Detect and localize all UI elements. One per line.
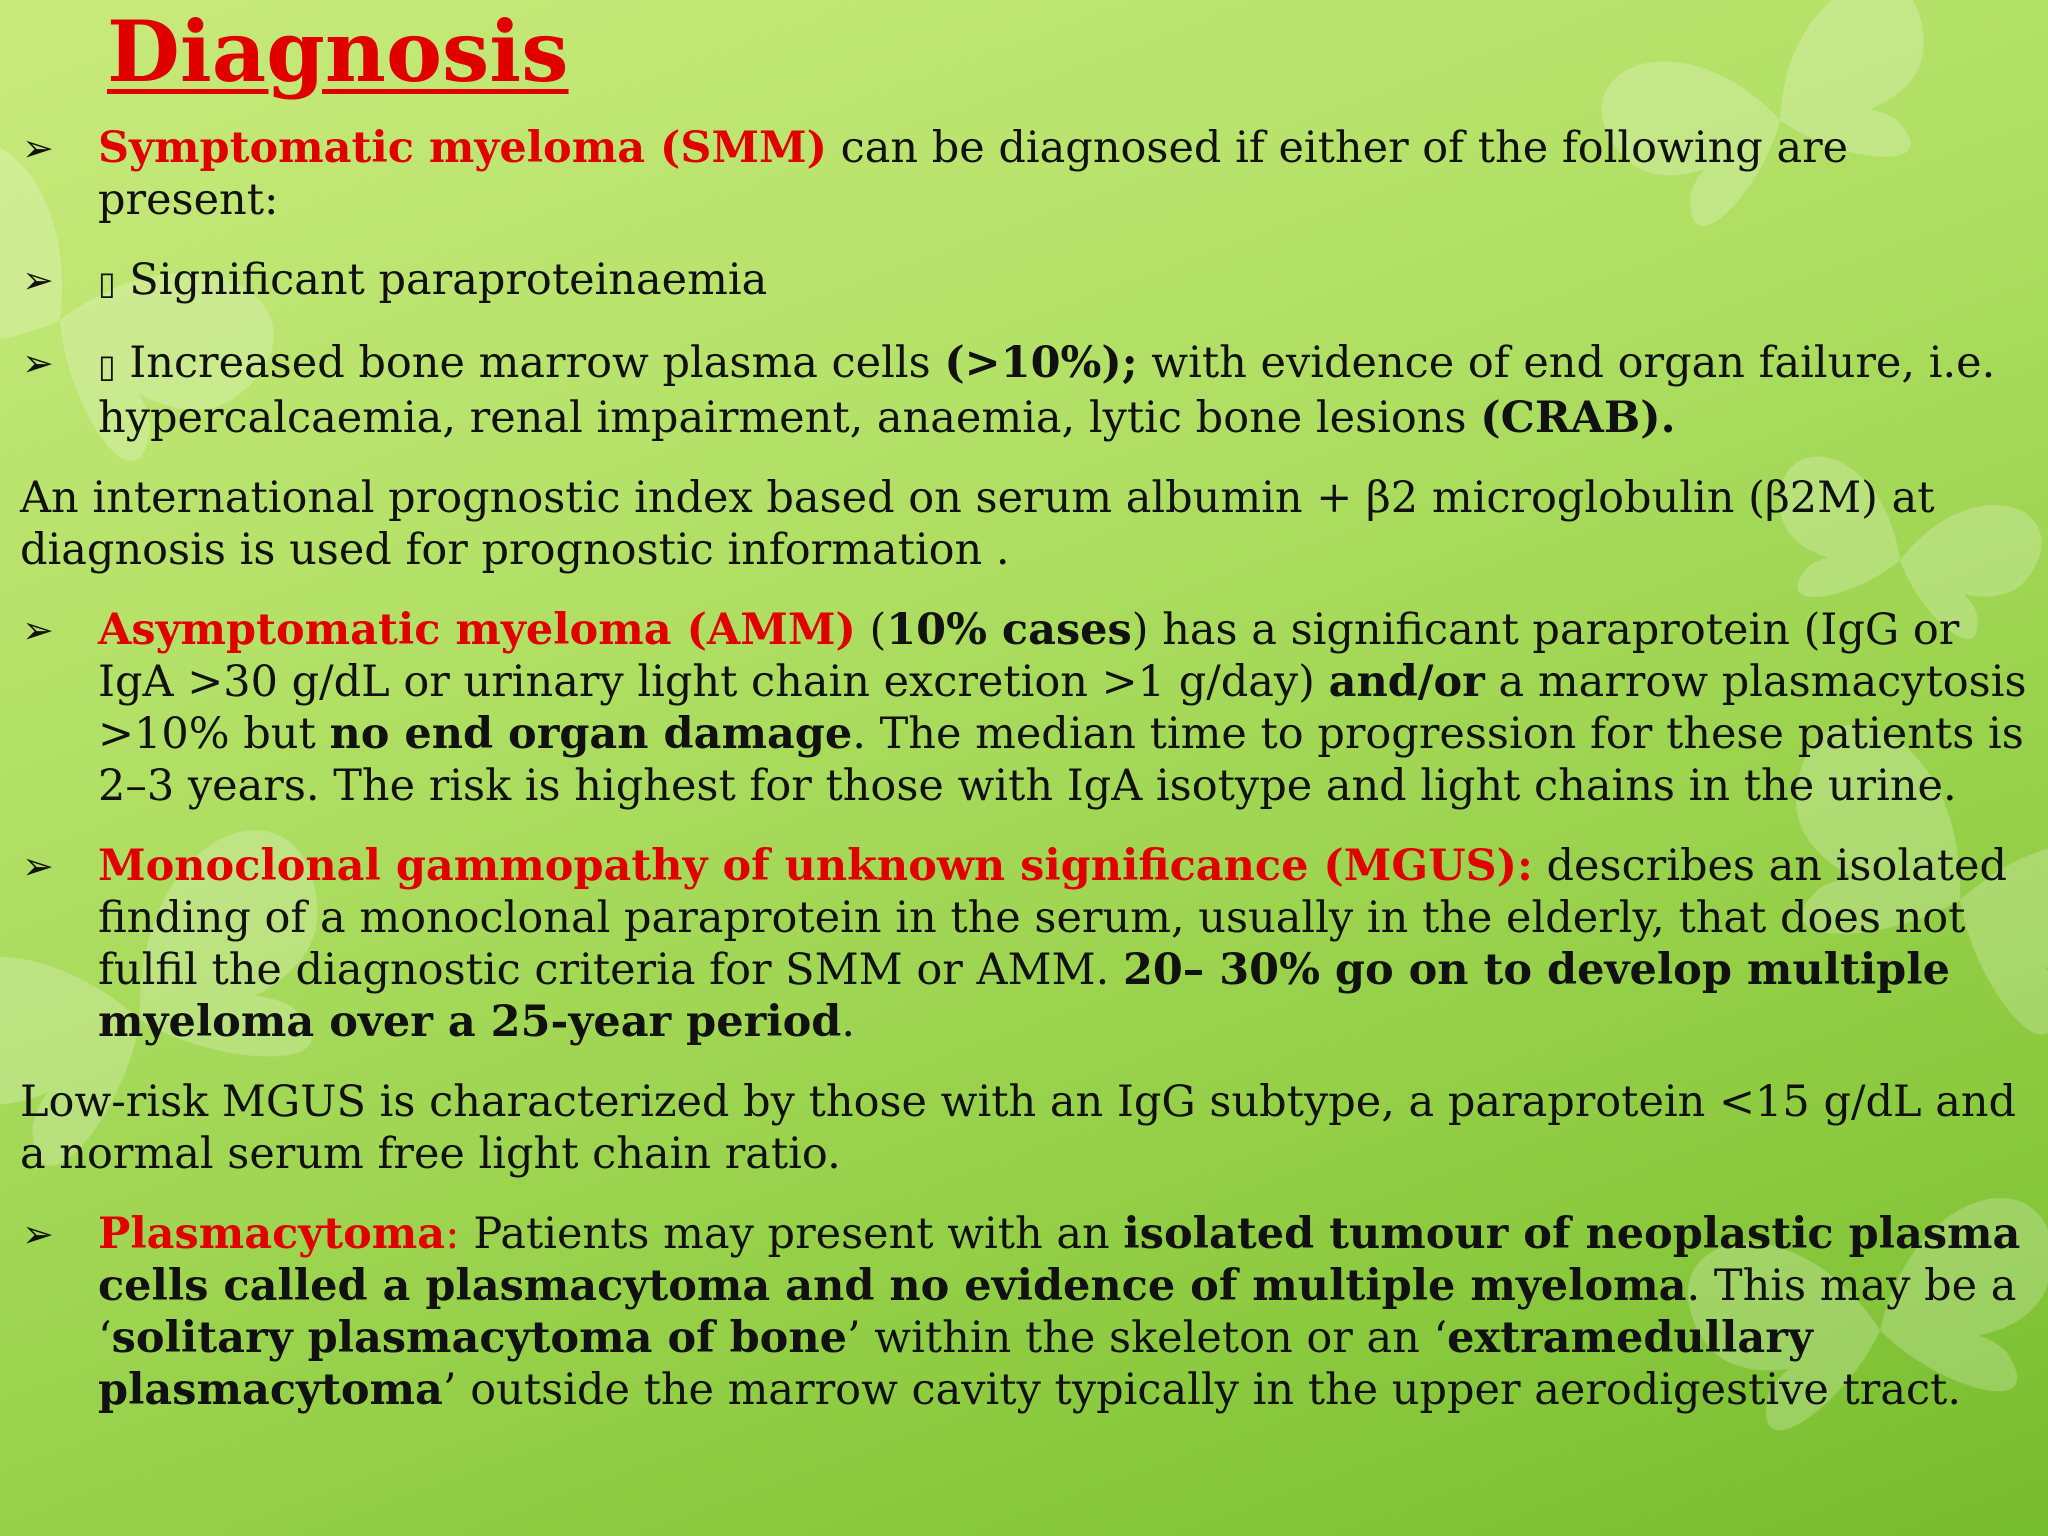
plasma-text-4: ’ outside the marrow cavity typically in the upper aerodigestive tract. (442, 1365, 1961, 1415)
mgus-bold-1: 20– 30% go on to develop multiple myeloma over a 25-year period (98, 945, 1950, 1047)
criterion-text-b: (>10%); (944, 338, 1138, 388)
mgus-text-1: describes an isolated finding of a monoclonal paraprotein in the serum, usually in the elderly, that does not fulfil the diagnostic criteria for SMM or AMM. (98, 841, 2008, 995)
plasma-text-2: . This may be a ‘ (98, 1261, 2017, 1363)
criterion-text-c: with evidence of end organ failure, i.e. hypercalcaemia, renal impairment, anaemia, lytic bone lesions (98, 338, 1996, 443)
amm-bold-2: and/or (1328, 657, 1485, 707)
term-colon: : (445, 1209, 460, 1259)
bullet-smm-criterion-2 (20, 337, 2030, 444)
term-plasmacytoma: Plasmacytoma (98, 1209, 446, 1259)
bullet-smm (20, 122, 2030, 226)
bullet-smm-criterion-1 (20, 254, 2030, 309)
plasma-text-3: ’ within the skeleton or an ‘ (846, 1313, 1448, 1363)
smm-description: can be diagnosed if either of the following are present: (98, 123, 1849, 225)
slide-title: Diagnosis (107, 2, 569, 101)
amm-text-3: a marrow plasmacytosis >10% but (98, 657, 2027, 759)
missing-glyph-box: ▯ (98, 347, 116, 385)
criterion-text-a: Increased bone marrow plasma cells (115, 338, 945, 388)
plasma-text-1: Patients may present with an (459, 1209, 1124, 1259)
criterion-text-d: (CRAB). (1480, 393, 1676, 443)
amm-text-1: ( (855, 605, 887, 655)
plasma-bold-2: solitary plasmacytoma of bone (111, 1313, 847, 1363)
bullet-amm (20, 604, 2030, 812)
amm-bold-1: 10% cases (886, 605, 1132, 655)
criterion-text: Significant paraproteinaemia (115, 255, 768, 305)
term-mgus: Monoclonal gammopathy of unknown significance (MGUS): (98, 841, 1533, 891)
arrow-bullet-icon: ➢ (22, 608, 54, 652)
bullet-plasmacytoma (20, 1208, 2030, 1416)
bullet-mgus (20, 840, 2030, 1048)
amm-bold-3: no end organ damage (329, 709, 853, 759)
arrow-bullet-icon: ➢ (22, 844, 54, 888)
term-amm: Asymptomatic myeloma (AMM) (98, 605, 856, 655)
mgus-text-2: . (841, 997, 856, 1047)
ipi-paragraph: An international prognostic index based on serum albumin + β2 microglobulin (β2M) at diagnosis is used for prognostic information . (20, 473, 1935, 575)
low-risk-paragraph: Low-risk MGUS is characterized by those with an IgG subtype, a paraprotein <15 g/dL and a normal serum free light chain ratio. (20, 1077, 2017, 1179)
amm-text-4: . The median time to progression for these patients is 2–3 years. The risk is highest for those with IgA isotype and light chains in the urine. (98, 709, 2024, 811)
missing-glyph-box: ▯ (98, 264, 116, 302)
arrow-bullet-icon: ➢ (22, 126, 54, 170)
arrow-bullet-icon: ➢ (22, 258, 54, 302)
plasma-bold-3: extramedullary plasmacytoma (98, 1313, 1813, 1415)
arrow-bullet-icon: ➢ (22, 341, 54, 385)
plasma-bold-1: isolated tumour of neoplastic plasma cells called a plasmacytoma and no evidence of multiple myeloma (98, 1209, 2021, 1311)
arrow-bullet-icon: ➢ (22, 1212, 54, 1256)
term-smm: Symptomatic myeloma (SMM) (98, 123, 827, 173)
amm-text-2: ) has a significant paraprotein (IgG or IgA >30 g/dL or urinary light chain excretion >1 g/day) (98, 605, 1960, 707)
slide-content (20, 122, 2030, 1444)
